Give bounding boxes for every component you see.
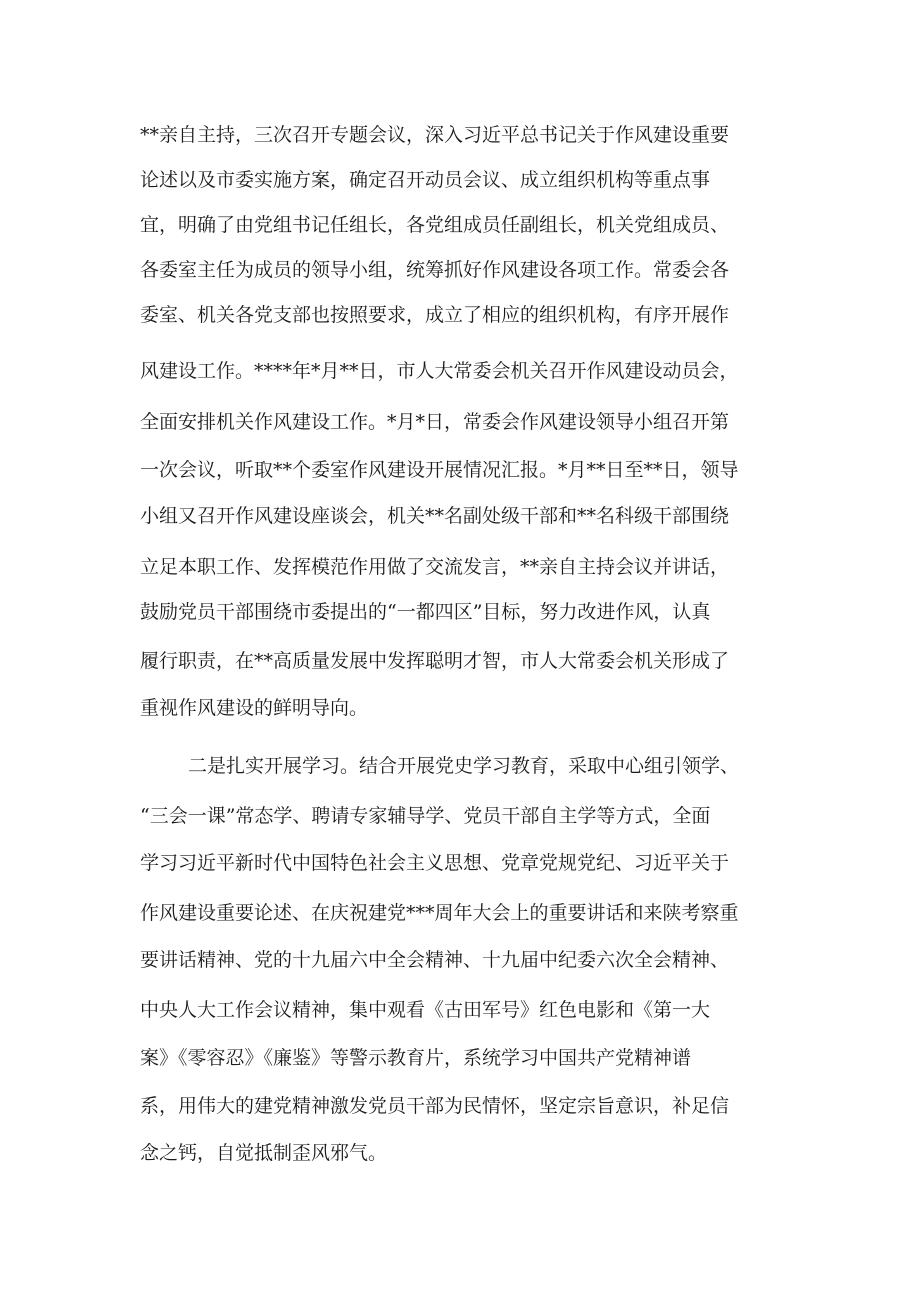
paragraph-2-line-5: 要讲话精神、党的十九届六中全会精神、十九届中纪委六次全会精神、 [140, 948, 730, 971]
paragraph-1-line-11: 鼓励党员干部围绕市委提出的“一都四区”目标，努力改进作风，认真 [140, 600, 711, 623]
paragraph-1-line-7: 全面安排机关作风建设工作。*月*日，常委会作风建设领导小组召开第 [140, 410, 730, 433]
paragraph-1-line-13: 重视作风建设的鲜明导向。 [140, 696, 369, 719]
paragraph-2-line-9: 念之钙，自觉抵制歪风邪气。 [140, 1141, 388, 1164]
paragraph-1-line-2: 论述以及市委实施方案，确定召开动员会议、成立组织机构等重点事 [140, 168, 711, 191]
paragraph-1-line-9: 小组又召开作风建设座谈会，机关**名副处级干部和**名科级干部围绕 [140, 504, 730, 527]
paragraph-1-line-4: 各委室主任为成员的领导小组，统筹抓好作风建设各项工作。常委会各 [140, 258, 730, 281]
paragraph-1-line-1: **亲自主持，三次召开专题会议，深入习近平总书记关于作风建设重要 [140, 123, 730, 146]
paragraph-2-line-3: 学习习近平新时代中国特色社会主义思想、党章党规党纪、习近平关于 [140, 851, 730, 874]
paragraph-1-line-8: 一次会议，听取**个委室作风建设开展情况汇报。*月**日至**日，领导 [140, 458, 739, 481]
paragraph-2-line-4: 作风建设重要论述、在庆祝建党***周年大会上的重要讲话和来陕考察重 [140, 901, 739, 924]
paragraph-2-line-1: 二是扎实开展学习。结合开展党史学习教育，采取中心组引领学、 [188, 754, 740, 777]
paragraph-1-line-10: 立足本职工作、发挥模范作用做了交流发言，**亲自主持会议并讲话， [140, 555, 730, 578]
paragraph-2-line-8: 系，用伟大的建党精神激发党员干部为民情怀，坚定宗旨意识，补足信 [140, 1094, 730, 1117]
paragraph-1-line-6: 风建设工作。****年*月**日，市人大常委会机关召开作风建设动员会， [140, 359, 739, 382]
paragraph-1-line-3: 宜，明确了由党组书记任组长，各党组成员任副组长，机关党组成员、 [140, 213, 730, 236]
paragraph-1-line-12: 履行职责，在**高质量发展中发挥聪明才智，市人大常委会机关形成了 [140, 649, 730, 672]
paragraph-2-line-7: 案》《零容忍》《廉鉴》等警示教育片，系统学习中国共产党精神谱 [140, 1046, 692, 1069]
paragraph-1-line-5: 委室、机关各党支部也按照要求，成立了相应的组织机构，有序开展作 [140, 303, 730, 326]
paragraph-2-line-6: 中央人大工作会议精神，集中观看《古田军号》红色电影和《第一大 [140, 998, 711, 1021]
paragraph-2-line-2: “三会一课”常态学、聘请专家辅导学、党员干部自主学等方式，全面 [140, 804, 711, 827]
